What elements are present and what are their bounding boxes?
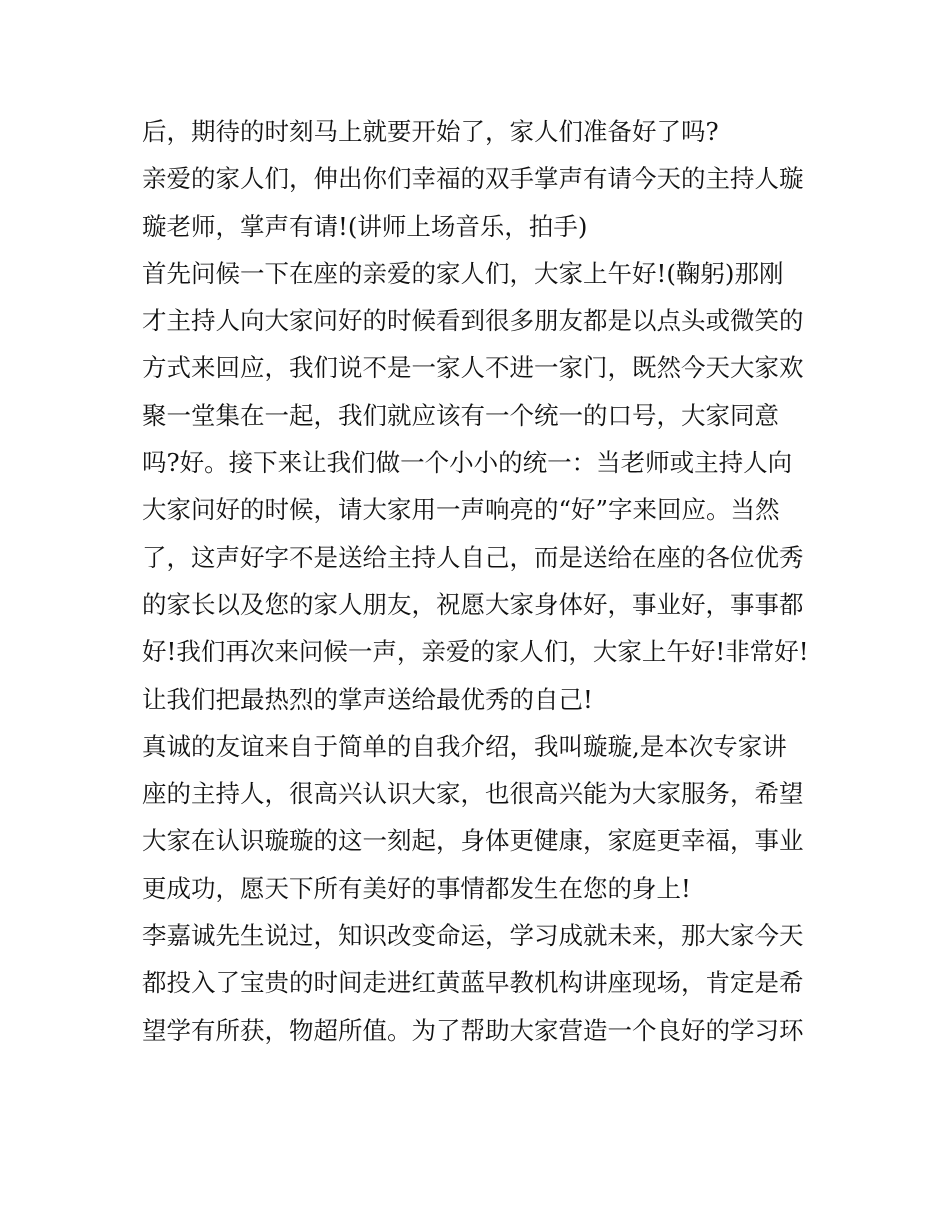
text-line: 好!我们再次来问候一声，亲爱的家人们，大家上午好!非常好!: [142, 637, 809, 667]
text-line: 聚一堂集在一起，我们就应该有一个统一的口号，大家同意: [142, 400, 779, 430]
text-line: 更成功，愿天下所有美好的事情都发生在您的身上!: [142, 873, 691, 903]
text-line: 首先问候一下在座的亲爱的家人们，大家上午好!(鞠躬)那刚: [142, 258, 784, 288]
text-line: 后，期待的时刻马上就要开始了，家人们准备好了吗?: [142, 117, 719, 146]
body-text: [142, 108, 822, 1054]
text-line: 才主持人向大家问好的时候看到很多朋友都是以点头或微笑的: [142, 306, 804, 336]
text-line: 真诚的友谊来自于简单的自我介绍，我叫璇璇,是本次专家讲: [142, 731, 787, 761]
text-line: 都投入了宝贵的时间走进红黄蓝早教机构讲座现场，肯定是希: [142, 968, 804, 998]
text-line: 座的主持人，很高兴认识大家，也很高兴能为大家服务，希望: [142, 779, 804, 809]
text-line: 让我们把最热烈的掌声送给最优秀的自己!: [142, 684, 593, 714]
text-line: 大家问好的时候，请大家用一声响亮的“好”字来回应。当然: [142, 495, 780, 525]
text-line: 璇老师，掌声有请!(讲师上场音乐，拍手): [142, 211, 588, 241]
text-line: 望学有所获，物超所值。为了帮助大家营造一个良好的学习环: [142, 1015, 804, 1045]
text-line: 了，这声好字不是送给主持人自己，而是送给在座的各位优秀: [142, 542, 804, 572]
text-line: 的家长以及您的家人朋友，祝愿大家身体好，事业好，事事都: [142, 589, 804, 619]
text-line: 吗?好。接下来让我们做一个小小的统一：当老师或主持人向: [142, 448, 793, 478]
text-line: 大家在认识璇璇的这一刻起，身体更健康，家庭更幸福，事业: [142, 826, 804, 856]
text-line: 亲爱的家人们，伸出你们幸福的双手掌声有请今天的主持人璇: [142, 164, 804, 194]
text-line: 李嘉诚先生说过，知识改变命运，学习成就未来，那大家今天: [142, 921, 804, 951]
text-line: 方式来回应，我们说不是一家人不进一家门，既然今天大家欢: [142, 353, 804, 383]
